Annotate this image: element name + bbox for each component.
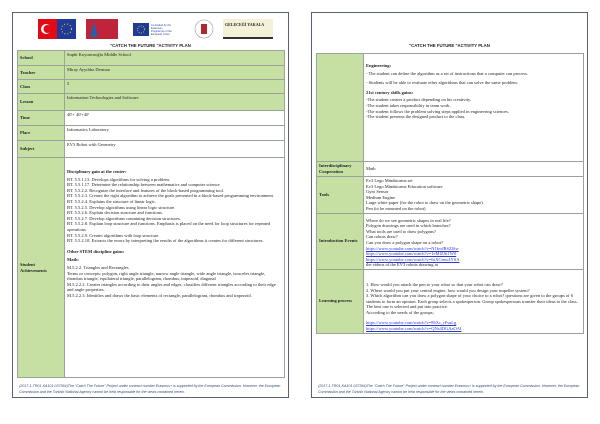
list-item: 2. Where would you put your central engine, how would you design your impeller system? <box>366 287 530 293</box>
page-title: "CATCH THE FUTURE "ACTIVITY PLAN <box>110 43 191 48</box>
list-item: According to the needs of the groups; <box>366 309 434 315</box>
row-value: Suphi Koyuncuoğlu Middle School <box>65 51 285 66</box>
logo-row <box>13 17 288 41</box>
video-link[interactable]: https://www.youtube.com/watch?v=86Xc_rFsuLg <box>366 320 457 326</box>
learning-links <box>366 320 581 331</box>
table-row <box>317 54 584 162</box>
list-item: 3. Which algorithm can you draw a polygon shape of your choice to a robot? questions are given to the groups of 6 students to form an opinion. Each group selects a spokesperson. Group spokespersons transfer their ideas to the class. The best one is selected and put into practice. <box>366 293 578 310</box>
table-row <box>18 158 285 378</box>
table-row <box>317 213 584 269</box>
list-item: What tools are used to draw polygons? <box>366 228 436 234</box>
list-item: Terms or concepts: polygon, right angle triangle, narrow angle triangle, wide angle triangle, isosceles triangle, rhombus triangle, equilateral triangle, parallelogram, rhombus, trapezoid, diagonal <box>67 270 266 282</box>
page-title: "CATCH THE FUTURE "ACTIVITY PLAN <box>409 43 490 48</box>
list-item: M.5.2.2.3. Identifies and draws the basic elements of rectangle, parallelogram, rhombus and trapezoid. <box>67 292 252 298</box>
plan-table <box>316 53 584 334</box>
list-item: Ev3 Lego Mindstorms set <box>366 178 413 183</box>
row-label: Introduction Events <box>317 213 364 269</box>
table-row <box>18 80 285 94</box>
intro-list <box>366 218 581 246</box>
video-link[interactable]: https://www.youtube.com/watch?v=1eMfZSt1W0 <box>366 251 457 257</box>
section-heading: Math: <box>67 257 79 263</box>
list-item: Can robots draw? <box>366 234 398 240</box>
video-link[interactable]: https://www.youtube.com/watch?v=N1kvdRSZlSw <box>366 245 459 251</box>
row-label: Subject <box>18 141 65 158</box>
erasmus-cofunded-text: Co-funded by the Erasmus+ Programme of the European Union <box>151 24 172 36</box>
row-value: EV3 Robot with Geometry <box>65 141 285 158</box>
table-row <box>18 126 285 141</box>
list-item: BT. 5.5.2.9. Creates algorithms with loop structure. <box>67 232 160 238</box>
section-heading: Other STEM discipline gains: <box>67 248 125 254</box>
list-item: BT. 5.5.1.17. Determine the relationship between mathematics and computer science <box>67 182 220 188</box>
document-page-1 <box>12 12 289 398</box>
list-item: -The student follows the problem solving steps applied in engineering sciences. <box>366 108 510 114</box>
row-label <box>317 54 364 162</box>
list-item: Where do we see geometric shapes in real life? <box>366 217 451 223</box>
achievements-cell <box>65 158 285 378</box>
list-item: BT. 5.5.2.10. Extracts the errors by interpreting the results of the algorithms it creates for different structures. <box>67 238 264 244</box>
row-label: Place <box>18 126 65 141</box>
skills-list <box>366 97 581 119</box>
learning-list <box>366 282 581 316</box>
table-row <box>18 66 285 80</box>
engineering-cell <box>364 54 584 162</box>
table-row <box>18 141 285 158</box>
list-item: BT. 5.5.2.3. Creates the right algorithm to achieve the goals presented in a block-based programming environment. <box>67 193 274 199</box>
list-item: Can you draw a polygon shape on a robot? <box>366 239 443 245</box>
list-item: BT. 5.5.2.5. Develop algorithms using linear logic structure. <box>67 204 176 210</box>
list-item: - Students will be able to evaluate other algorithms that can solve the same problem. <box>366 80 518 86</box>
list-item: - The student can define the algorithm as a set of instructions that a computer can process. <box>366 70 528 76</box>
row-value: Math <box>364 162 584 177</box>
math-list <box>67 265 282 299</box>
document-page-2 <box>311 12 588 398</box>
list-item: -The student takes responsibility in team work. <box>366 102 451 108</box>
table-row <box>317 177 584 214</box>
table-row <box>18 111 285 126</box>
list-item: BT. 5.5.2.2. Recognize the interface and features of the block-based programming tool. <box>67 187 224 193</box>
row-label: School <box>18 51 65 66</box>
table-row <box>18 94 285 111</box>
intro-cell <box>364 213 584 269</box>
plan-table <box>17 50 285 378</box>
list-item: Ev3 Lego Mindstorms Education software <box>366 183 443 189</box>
list-item: BT. 5.5.1.13. Develops algorithms for solving a problem. <box>67 176 171 182</box>
footer-disclaimer: (2017-1-TR01-KA101-037364)The "Catch The Future" Project under contract number Erasmus+ is supported by the European Commission. However, the European Commission and the Turkish National Agency cannot be held responsible for the views contained herein. <box>19 384 281 394</box>
learning-cell <box>364 269 584 333</box>
row-value: 40'+ 40'+40' <box>65 111 285 126</box>
list-item: BT. 5.5.2.4. Explains the structure of linear logic. <box>67 198 157 204</box>
footer-disclaimer: (2017-1-TR01-KA101-037364)The "Catch The Future" Project under contract number Erasmus+ is supported by the European Commission. However, the European Commission and the Turkish National Agency cannot be held responsible for the views contained herein. <box>318 384 580 394</box>
table-row <box>18 51 285 66</box>
row-label: Learning process <box>317 269 364 333</box>
table-row <box>317 162 584 177</box>
intro-links <box>366 246 581 263</box>
list-item: Large white paper (for the robot to draw on the geometric shape) <box>366 200 483 206</box>
list-item: Medium Engine <box>366 194 396 200</box>
list-item: BT. 5.5.2.6. Explain decision structure and functions. <box>67 210 163 216</box>
section-heading: 21st century skills gains: <box>366 89 414 95</box>
list-item: M.5.2.2. Triangles and Rectangles <box>67 264 129 270</box>
eu-flag-icon <box>133 23 149 36</box>
list-item: -The student creates a product depending on his creativity. <box>366 97 472 103</box>
row-label: Teacher <box>18 66 65 80</box>
row-value: Informatics Laboratory <box>65 126 285 141</box>
row-value: Information Technologies and Software <box>65 94 285 111</box>
tools-list <box>364 177 584 214</box>
row-value: 5 <box>65 80 285 94</box>
row-label: Lesson <box>18 94 65 111</box>
intro-after: the videos of the EV3 robots drawing at <box>366 262 438 268</box>
national-agency-logo-icon <box>86 19 118 39</box>
table-row <box>317 269 584 333</box>
list-item: Gyro Sensor <box>366 189 389 195</box>
list-item: BT. 5.5.2.8. Explain loop structure and functions. Emphasis is placed on the need for loop structures for repeated operations. <box>67 221 271 232</box>
list-item: -The student presents the designed product to the class. <box>366 114 466 120</box>
turkey-flag-icon <box>38 19 76 39</box>
row-value: Miray Ayyıldız Derman <box>65 66 285 80</box>
row-label: Tools <box>317 177 364 214</box>
list-item: Polygon drawings are used in which branches? <box>366 223 451 229</box>
list-item: Pen (to be mounted on the robot) <box>366 205 426 211</box>
list-item: M.5.2.2.2. Creates triangles according to their angles and edges, classifies different triangles according to their edge and angle properties. <box>67 281 276 293</box>
video-link[interactable]: https://www.youtube.com/watch?v=6sXCmw4YSA <box>366 256 460 262</box>
list-item: BT. 5.5.2.7. Develop algorithms containing decision structures. <box>67 215 181 221</box>
section-heading: Disciplinary gain at the center: <box>67 169 127 174</box>
school-emblem-icon <box>193 19 215 39</box>
row-label: Student Achievements <box>18 158 65 378</box>
row-label: Class <box>18 80 65 94</box>
row-label: Time <box>18 111 65 126</box>
gelecegi-yakala-logo: GELECEĞİ YAKALA <box>223 19 273 39</box>
engineering-list <box>366 71 581 86</box>
achievement-list <box>67 177 282 244</box>
video-link[interactable]: https://www.youtube.com/watch?v=QNs4DGAaOAI <box>366 326 462 332</box>
row-label: Interdisciplinary Cooperation <box>317 162 364 177</box>
list-item: 1. How would you attach the pen to your robot so that your robot can draw? <box>366 281 503 287</box>
section-heading: Engineering: <box>366 63 392 68</box>
